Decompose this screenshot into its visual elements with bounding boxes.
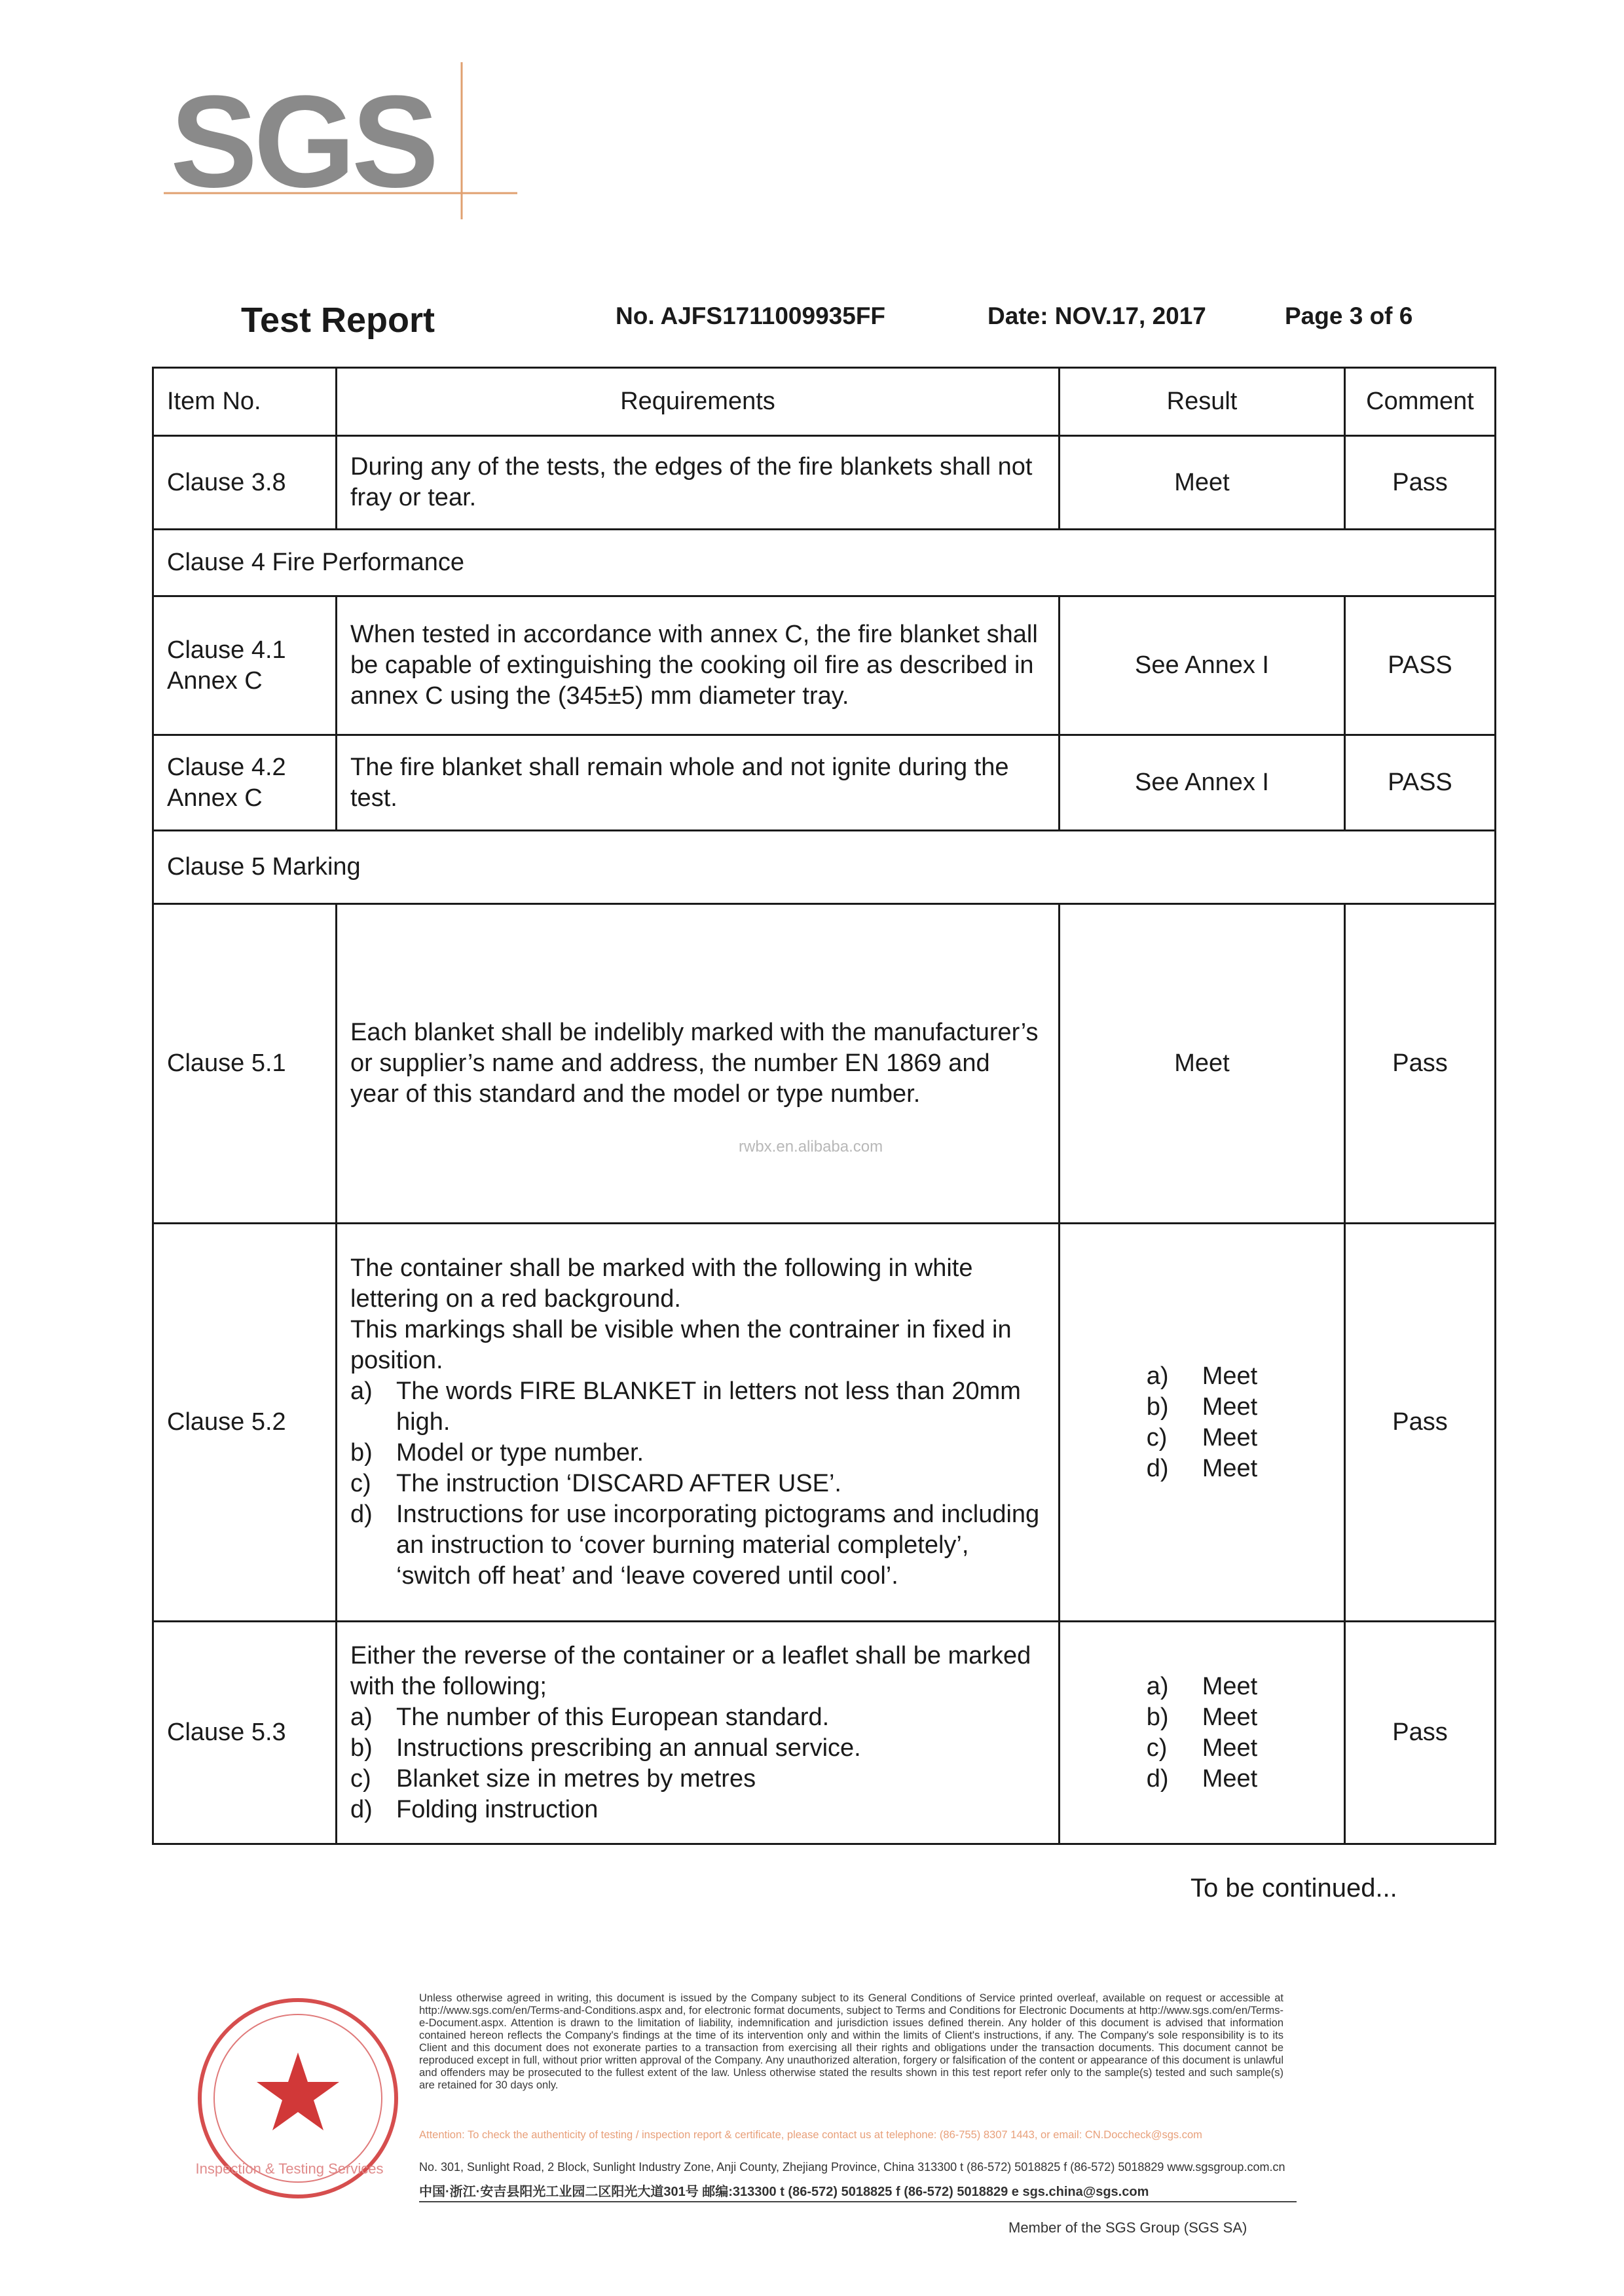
logo-text: SGS (170, 69, 435, 215)
member-note: Member of the SGS Group (SGS SA) (1008, 2219, 1247, 2236)
report-date: Date: NOV.17, 2017 (987, 302, 1206, 329)
result-cell (1060, 1224, 1345, 1622)
watermark: rwbx.en.alibaba.com (739, 1138, 883, 1156)
item-clause: Clause 4.1 (167, 636, 286, 664)
list-item: b) Model or type number. (350, 1439, 644, 1467)
disclaimer-text: Unless otherwise agreed in writing, this document is issued by the Company subject to its General Conditions of Service printed overleaf, available on request or accessible at http://www.sgs.com/en/Terms-and-Conditions.aspx and, for electronic format documents, subject to Terms and Conditions for Electronic Documents at http://www.sgs.com/en/Terms-e-Document.aspx. Attention is drawn to the limitation of liability, indemnification and jurisdiction issues defined therein. Any holder of this document is advised that information contained hereon reflects the Company's findings at the time of its intervention only and within the limits of Client's instructions, if any. The Company's sole responsibility is to its Client and this document does not exonerate parties to a transaction from exercising all their rights and obligations under the transaction documents. This document cannot be reproduced except in full, without prior written approval of the Company. Any unauthorized alteration, forgery or falsification of the content or appearance of this document is unlawful and offenders may be prosecuted to the fullest extent of the law. Unless otherwise stated the results shown in this test report refer only to the sample(s) tested and such sample(s) are retained for 30 days only. (419, 1992, 1283, 2091)
list-item: a) The words FIRE BLANKET in letters not less than 20mm high. (350, 1377, 1021, 1436)
result-item: d) Meet (1146, 1454, 1258, 1482)
result-list (1147, 1361, 1257, 1484)
star-icon (257, 2052, 339, 2130)
item-cell (153, 596, 337, 735)
continued-note: To be continued... (1190, 1874, 1397, 1903)
address-chinese: 中国·浙江·安吉县阳光工业园二区阳光大道301号 邮编:313300 t (86-572) 5018825 f (86-572) 5018829 e sgs.china@sgs.com (419, 2185, 1149, 2199)
section-heading: Clause 5 Marking (153, 831, 1496, 904)
comment-cell: PASS (1345, 596, 1496, 735)
result-item: a) Meet (1146, 1672, 1258, 1700)
requirement-cell (337, 1622, 1060, 1844)
section-row (153, 831, 1496, 904)
table-row (153, 1622, 1496, 1844)
list-item: d) Instructions for use incorporating pictograms and including an instruction to ‘cover burning material completely’, ‘switch off heat’ and ‘leave covered until cool’. (350, 1501, 1040, 1590)
col-header-item: Item No. (153, 368, 337, 436)
requirement-cell (337, 1224, 1060, 1622)
comment-cell: Pass (1345, 1224, 1496, 1622)
seal-caption: Inspection & Testing Services (195, 2160, 384, 2177)
result-cell: Meet (1060, 904, 1345, 1224)
table-row (153, 436, 1496, 530)
list-item: a) The number of this European standard. (350, 1703, 830, 1731)
item-annex: Annex C (167, 666, 263, 695)
item-cell: Clause 3.8 (153, 436, 337, 530)
list-item: c) Blanket size in metres by metres (350, 1764, 756, 1793)
result-cell: See Annex I (1060, 735, 1345, 831)
item-cell: Clause 5.3 (153, 1622, 337, 1844)
report-number: No. AJFS1711009935FF (616, 302, 886, 329)
col-header-result: Result (1060, 368, 1345, 436)
item-cell (153, 735, 337, 831)
result-item: b) Meet (1146, 1393, 1258, 1421)
list-item: c) The instruction ‘DISCARD AFTER USE’. (350, 1470, 841, 1497)
section-row (153, 530, 1496, 596)
comment-cell: Pass (1345, 436, 1496, 530)
table-header-row (153, 368, 1496, 436)
item-cell: Clause 5.2 (153, 1224, 337, 1622)
table-row (153, 735, 1496, 831)
table-row (153, 904, 1496, 1224)
comment-cell: Pass (1345, 904, 1496, 1224)
sgs-logo (164, 62, 517, 219)
requirements-table (152, 367, 1496, 1845)
requirement-intro: Either the reverse of the container or a leaflet shall be marked with the following; (350, 1641, 1031, 1700)
table-row (153, 596, 1496, 735)
col-header-comment: Comment (1345, 368, 1496, 436)
result-cell: See Annex I (1060, 596, 1345, 735)
list-item: b) Instructions prescribing an annual service. (350, 1734, 861, 1762)
comment-cell: PASS (1345, 735, 1496, 831)
col-header-requirements: Requirements (337, 368, 1060, 436)
result-cell: Meet (1060, 436, 1345, 530)
table-row (153, 1224, 1496, 1622)
result-item: c) Meet (1146, 1734, 1258, 1762)
result-item: a) Meet (1146, 1362, 1258, 1390)
page-number: Page 3 of 6 (1285, 302, 1413, 329)
report-title: Test Report (241, 301, 435, 340)
item-annex: Annex C (167, 784, 263, 812)
result-item: b) Meet (1146, 1703, 1258, 1731)
requirement-intro: This markings shall be visible when the contrainer in fixed in position. (350, 1316, 1012, 1374)
section-heading: Clause 4 Fire Performance (153, 530, 1496, 596)
item-cell: Clause 5.1 (153, 904, 337, 1224)
address-english: No. 301, Sunlight Road, 2 Block, Sunlight Industry Zone, Anji County, Zhejiang Province, China 313300 t (86-572) 5018825 f (86-572) 5018829 www.sgsgroup.com.cn (419, 2160, 1285, 2174)
requirement-cell: Each blanket shall be indelibly marked with the manufacturer’s or supplier’s name and address, the number EN 1869 and year of this standard and the model or type number. (337, 904, 1060, 1224)
result-item: c) Meet (1146, 1423, 1258, 1451)
requirement-cell: During any of the tests, the edges of the fire blankets shall not fray or tear. (337, 436, 1060, 530)
result-list (1147, 1671, 1257, 1795)
list-item: d) Folding instruction (350, 1795, 599, 1823)
requirement-cell: The fire blanket shall remain whole and not ignite during the test. (337, 735, 1060, 831)
comment-cell: Pass (1345, 1622, 1496, 1844)
item-clause: Clause 4.2 (167, 753, 286, 781)
footer-divider (419, 2201, 1297, 2202)
result-item: d) Meet (1146, 1764, 1258, 1793)
attention-text: Attention: To check the authenticity of testing / inspection report & certificate, please contact us at telephone: (86-755) 8307 1443, or email: CN.Doccheck@sgs.com (419, 2129, 1202, 2141)
result-cell (1060, 1622, 1345, 1844)
requirement-intro: The container shall be marked with the following in white lettering on a red background. (350, 1254, 973, 1313)
requirement-cell: When tested in accordance with annex C, the fire blanket shall be capable of extinguishing the cooking oil fire as described in annex C using the (345±5) mm diameter tray. (337, 596, 1060, 735)
